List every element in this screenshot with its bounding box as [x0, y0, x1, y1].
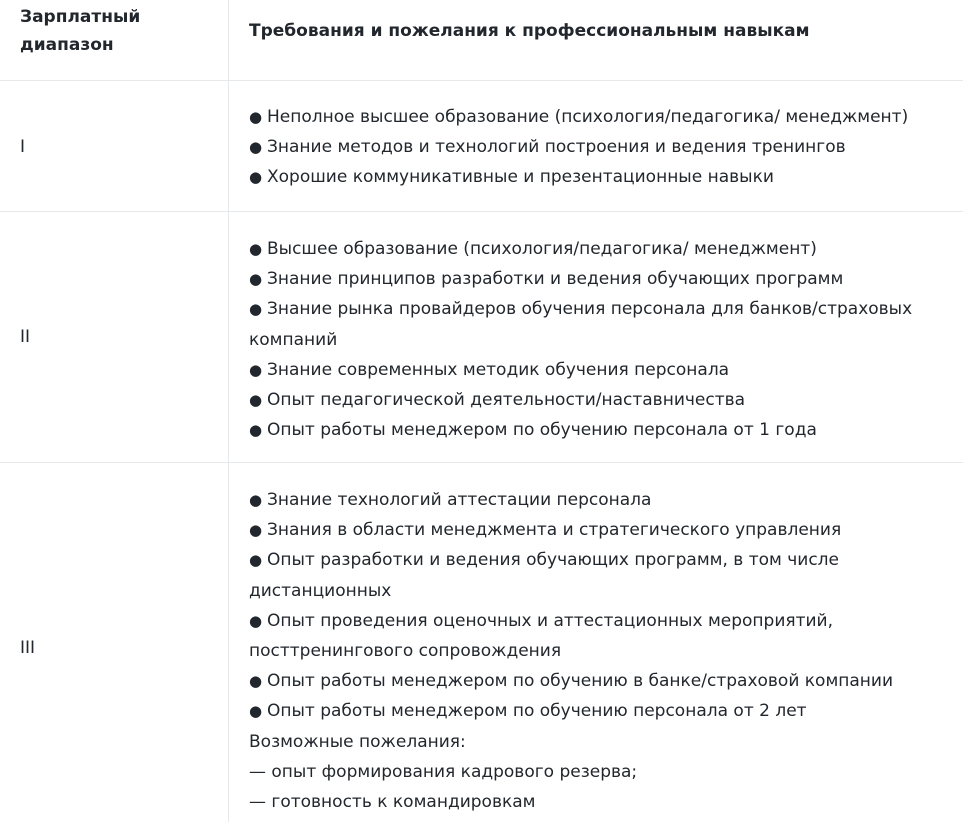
table-row [0, 212, 963, 463]
bullet-icon: ● [249, 391, 263, 410]
bullet-icon: ● [249, 521, 263, 540]
list-item [249, 606, 949, 666]
bullet-icon: ● [249, 672, 263, 691]
list-item [249, 132, 949, 162]
list-item [249, 294, 949, 354]
list-item [249, 355, 949, 385]
list-item-text: Знание рынка провайдеров обучения персонала для банков/страховых компаний [249, 299, 913, 350]
bullet-icon: ● [249, 168, 263, 187]
list-item-text: Опыт проведения оценочных и аттестационных мероприятий, посттренингового сопровождения [249, 610, 834, 662]
list-item-text: Хорошие коммуникативные и презентационные навыки [267, 167, 774, 188]
list-item-text: Опыт работы менеджером по обучению персонала от 1 года [267, 420, 817, 441]
bullet-icon: ● [249, 421, 263, 440]
bullet-icon: ● [249, 611, 263, 630]
list-item-text: Неполное высшее образование (психология/педагогика/ менеджмент) [267, 107, 909, 127]
list-item [249, 162, 949, 192]
list-item [249, 666, 949, 696]
list-item-text: Опыт работы менеджером по обучению персонала от 2 лет [267, 701, 807, 722]
list-item [249, 234, 949, 264]
bullet-icon: ● [249, 270, 263, 289]
list-item [249, 385, 949, 415]
bullet-icon: ● [249, 702, 263, 721]
salary-range-label: I [20, 137, 26, 157]
bullet-icon: ● [249, 360, 263, 379]
header-requirements: Требования и пожелания к профессиональным навыкам [249, 21, 810, 41]
header-salary-range: Зарплатный диапазон [20, 7, 141, 55]
bullet-icon: ● [249, 108, 263, 126]
requirements-list [249, 485, 949, 817]
requirements-list [249, 102, 949, 193]
table-row [0, 81, 963, 212]
list-item-text: Знание современных методик обучения персонала [267, 359, 730, 380]
wish-item: — готовность к командировкам [249, 792, 536, 813]
list-item-text: Опыт работы менеджером по обучению в банке/страховой компании [267, 671, 894, 692]
list-item-text: Опыт разработки и ведения обучающих программ, в том числе дистанционных [249, 550, 839, 601]
list-item [249, 485, 949, 515]
list-item-text: Знание принципов разработки и ведения обучающих программ [267, 269, 844, 290]
table-row [0, 463, 963, 822]
wishes-title: Возможные пожелания: [249, 731, 466, 752]
bullet-icon: ● [249, 300, 263, 319]
list-item [249, 545, 949, 605]
bullet-icon: ● [249, 138, 263, 157]
bullet-icon: ● [249, 491, 263, 509]
list-item-text: Опыт педагогической деятельности/наставничества [267, 390, 746, 411]
salary-range-label: III [20, 638, 36, 658]
table-header-row [0, 0, 963, 81]
list-item [249, 102, 949, 132]
bullet-icon: ● [249, 551, 263, 570]
salary-range-label: II [20, 327, 31, 347]
list-item-text: Знания в области менеджмента и стратегического управления [267, 520, 842, 541]
wish-item: — опыт формирования кадрового резерва; [249, 761, 638, 782]
list-item-text: Высшее образование (психология/педагогика/ менеджмент) [267, 239, 817, 259]
list-item [249, 264, 949, 294]
list-item [249, 415, 949, 445]
list-item-text: Знание технологий аттестации персонала [267, 490, 652, 510]
list-item [249, 515, 949, 545]
list-item-text: Знание методов и технологий построения и ведения тренингов [267, 137, 846, 158]
requirements-list [249, 234, 949, 445]
bullet-icon: ● [249, 240, 263, 258]
list-item [249, 696, 949, 726]
